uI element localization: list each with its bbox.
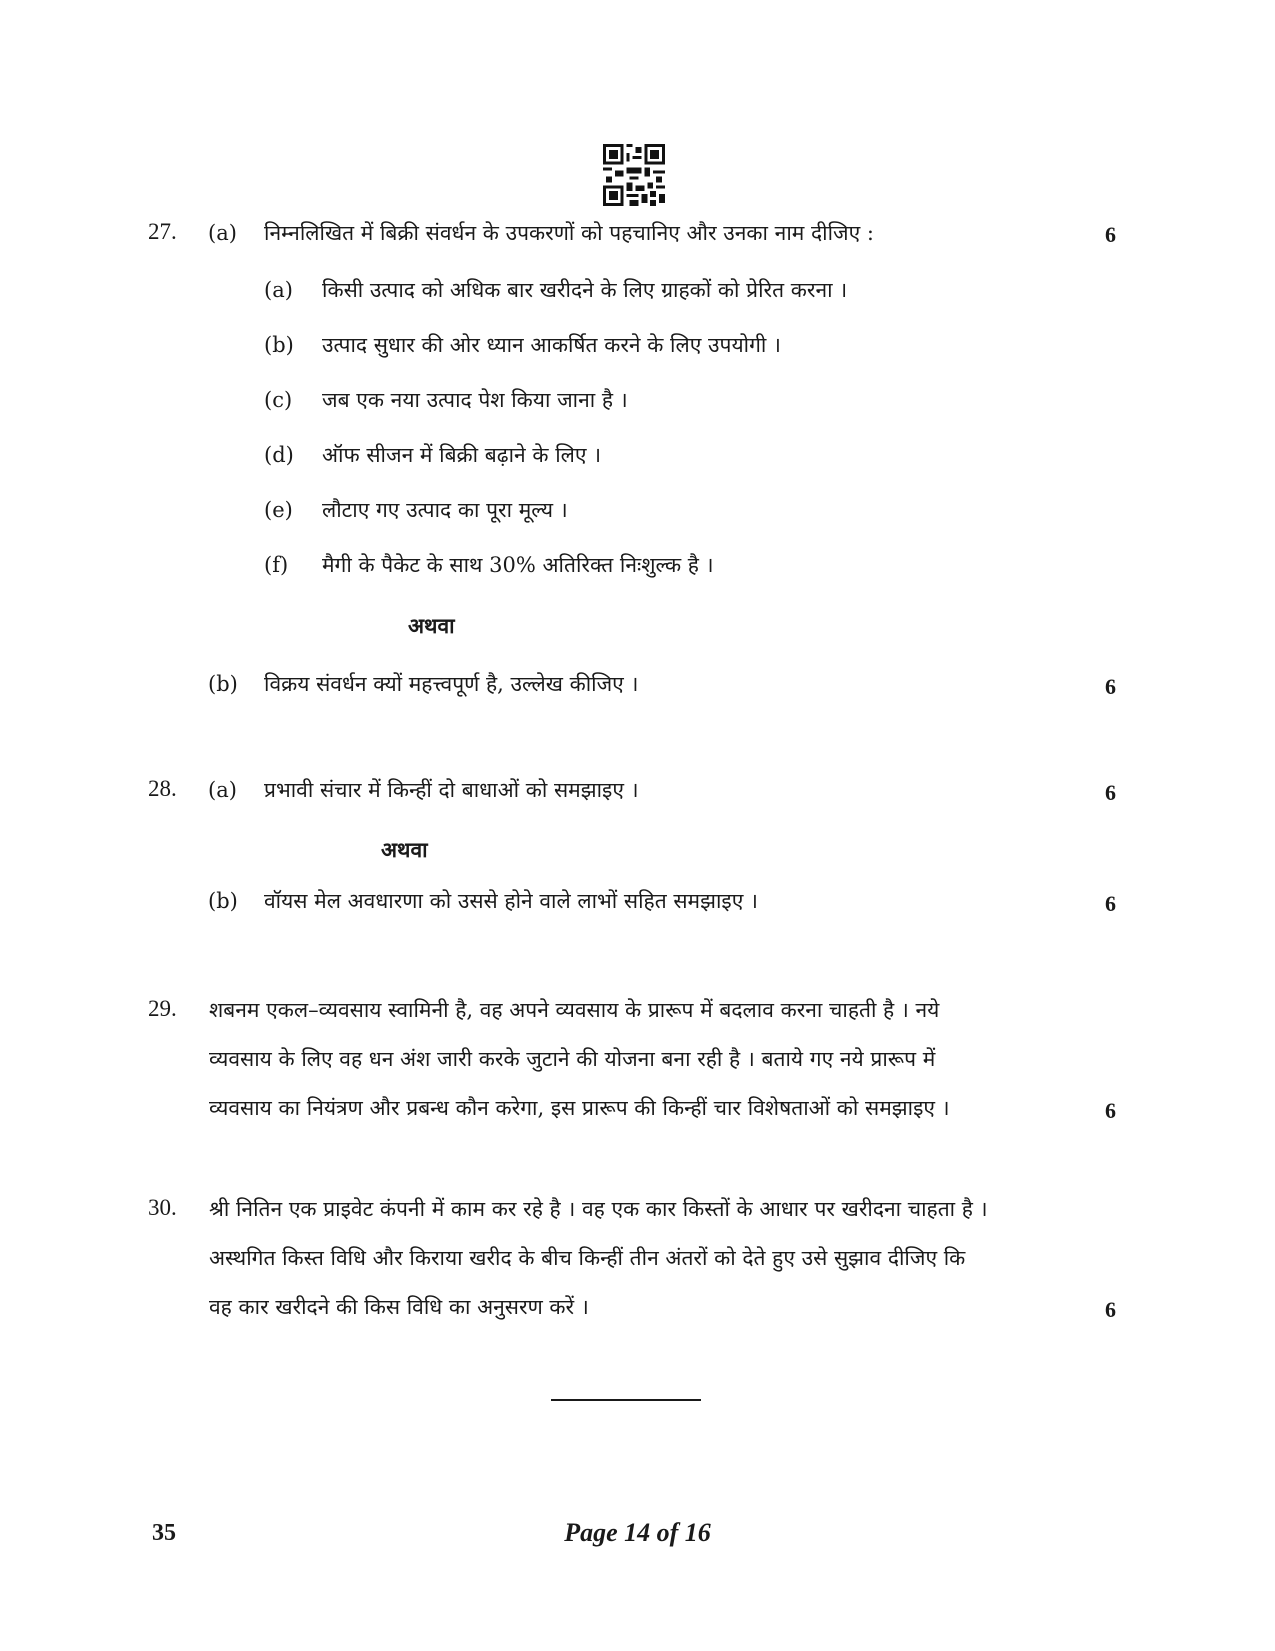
q27-part-b-label: (b)	[208, 672, 238, 696]
q27-item-label: (b)	[264, 333, 294, 357]
question-number-30: 30.	[148, 1195, 177, 1220]
q28-part-b-label: (b)	[208, 889, 238, 913]
q27-item-label: (f)	[264, 553, 289, 577]
q30-marks: 6	[1105, 1297, 1116, 1322]
q27-item-text: जब एक नया उत्पाद पेश किया जाना है ।	[322, 388, 628, 412]
q27-part-a-text: निम्नलिखित में बिक्री संवर्धन के उपकरणों को पहचानिए और उनका नाम दीजिए :	[264, 221, 874, 245]
q28-or-separator: अथवा	[381, 837, 428, 862]
question-number-29: 29.	[148, 996, 177, 1021]
q27-item-text: किसी उत्पाद को अधिक बार खरीदने के लिए ग्राहकों को प्रेरित करना ।	[322, 278, 848, 302]
q27-item-label: (a)	[264, 278, 293, 302]
q27-item-label: (c)	[264, 388, 293, 412]
q28-part-a-text: प्रभावी संचार में किन्हीं दो बाधाओं को समझाइए ।	[264, 778, 639, 802]
q27-item-text: मैगी के पैकेट के साथ 30% अतिरिक्त निःशुल्क है ।	[322, 553, 714, 577]
question-number-27: 27.	[148, 219, 177, 244]
q30-line: श्री नितिन एक प्राइवेट कंपनी में काम कर रहे है । वह एक कार किस्तों के आधार पर खरीदना चाहता है ।	[209, 1197, 988, 1221]
q28-part-a-label: (a)	[208, 778, 237, 802]
q27-item-text: उत्पाद सुधार की ओर ध्यान आकर्षित करने के लिए उपयोगी ।	[322, 333, 781, 357]
q27-part-a-marks: 6	[1105, 222, 1116, 247]
q28-part-a-marks: 6	[1105, 780, 1116, 805]
q29-marks: 6	[1105, 1098, 1116, 1123]
q29-line: व्यवसाय के लिए वह धन अंश जारी करके जुटाने की योजना बना रही है । बताये गए नये प्रारूप में	[209, 1047, 936, 1071]
q27-item-text: ऑफ सीजन में बिक्री बढ़ाने के लिए ।	[322, 443, 602, 467]
q28-part-b-marks: 6	[1105, 891, 1116, 916]
page-number: Page 14 of 16	[564, 1518, 711, 1547]
q30-line: वह कार खरीदने की किस विधि का अनुसरण करें ।	[209, 1295, 589, 1319]
q27-part-b-marks: 6	[1105, 674, 1116, 699]
q27-or-separator: अथवा	[408, 613, 455, 638]
q27-item-text: लौटाए गए उत्पाद का पूरा मूल्य ।	[322, 498, 568, 522]
q27-item-label: (d)	[264, 443, 294, 467]
q27-item-label: (e)	[264, 498, 293, 522]
q27-part-b-text: विक्रय संवर्धन क्यों महत्त्वपूर्ण है, उल्लेख कीजिए ।	[264, 672, 639, 696]
q30-line: अस्थगित किस्त विधि और किराया खरीद के बीच किन्हीं तीन अंतरों को देते हुए उसे सुझाव दीजिए कि	[209, 1246, 966, 1270]
question-number-28: 28.	[148, 776, 177, 801]
paper-code: 35	[152, 1520, 176, 1546]
q29-line: व्यवसाय का नियंत्रण और प्रबन्ध कौन करेगा, इस प्रारूप की किन्हीं चार विशेषताओं को समझाइए ।	[209, 1096, 950, 1120]
qr-code-icon	[603, 144, 665, 206]
q29-line: शबनम एकल–व्यवसाय स्वामिनी है, वह अपने व्यवसाय के प्रारूप में बदलाव करना चाहती है । नये	[209, 998, 940, 1022]
q27-part-a-label: (a)	[208, 221, 237, 245]
end-divider	[551, 1399, 701, 1401]
q28-part-b-text: वॉयस मेल अवधारणा को उससे होने वाले लाभों सहित समझाइए ।	[264, 889, 758, 913]
